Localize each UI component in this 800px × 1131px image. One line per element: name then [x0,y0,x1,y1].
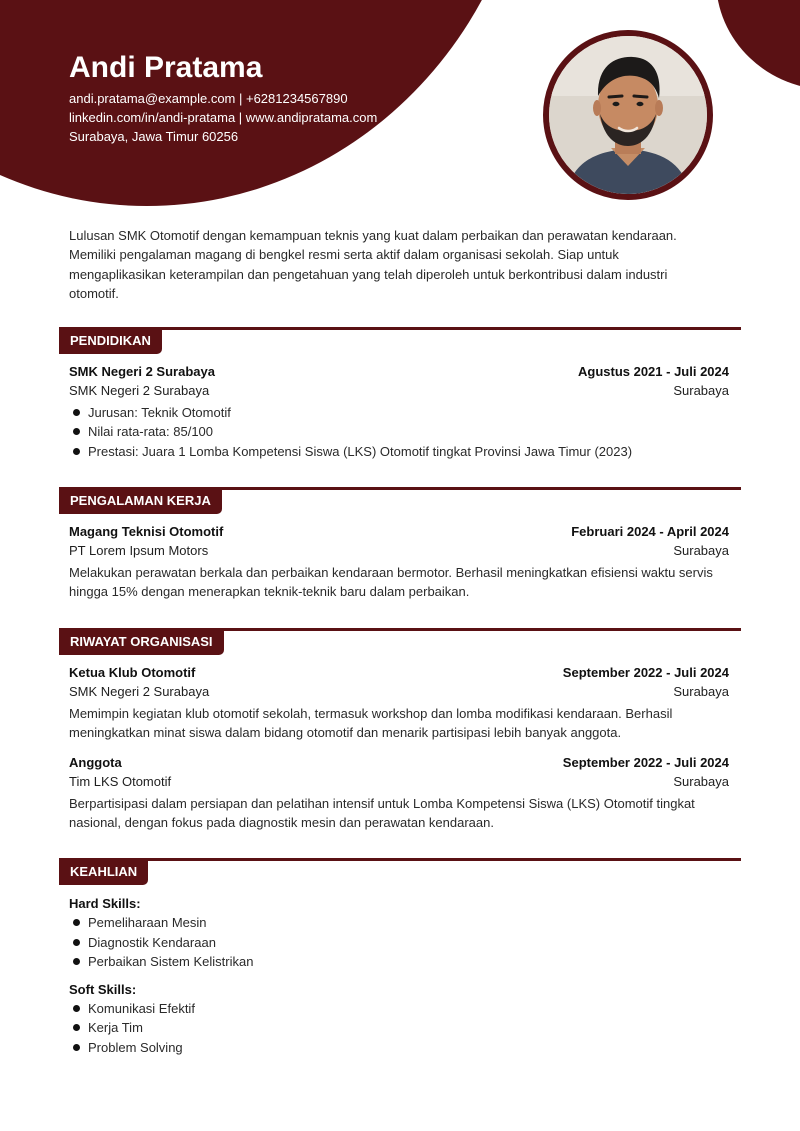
organization-name: Tim LKS Otomotif [69,774,172,790]
organization-role: Anggota [69,755,122,770]
education-details-list [69,403,729,461]
section-title-experience: PENGALAMAN KERJA [59,487,222,514]
contact-email-phone: andi.pratama@example.com | +6281234567890 [69,91,348,106]
experience-entry [69,522,729,602]
organization-entry [69,753,729,833]
list-item: Prestasi: Juara 1 Lomba Kompetensi Siswa (LKS) Otomotif tingkat Provinsi Jawa Timur (2023) [69,442,729,461]
list-item: Problem Solving [69,1038,729,1057]
hard-skills-title: Hard Skills: [69,896,141,911]
list-item: Kerja Tim [69,1018,729,1037]
organization-description: Berpartisipasi dalam persiapan dan pelatihan intensif untuk Lomba Kompetensi Siswa (LKS) Otomotif tingkat nasional, dengan fokus pada diagnostik mesin dan perawatan kendaraan. [69,795,695,831]
skills-block [69,894,729,1057]
list-item: Pemeliharaan Mesin [69,913,729,932]
profile-photo [543,30,713,200]
experience-description: Melakukan perawatan berkala dan perbaikan kendaraan bermotor. Berhasil meningkatkan efisiensi waktu servis hingga 15% dengan menerapkan teknik-teknik baru dalam perbaikan. [69,564,713,600]
list-item: Diagnostik Kendaraan [69,933,729,952]
contact-linkedin-website: linkedin.com/in/andi-pratama | www.andipratama.com [69,110,378,125]
soft-skills-title: Soft Skills: [69,981,137,997]
education-location: Surabaya [673,383,729,399]
organization-name: SMK Negeri 2 Surabaya [69,684,210,700]
education-subtitle: SMK Negeri 2 Surabaya [69,383,210,399]
list-item: Komunikasi Efektif [69,999,729,1018]
list-item: Jurusan: Teknik Otomotif [69,403,729,422]
header-contact-block [69,50,377,146]
experience-period: Februari 2024 - April 2024 [571,524,729,539]
candidate-name: Andi Pratama [69,51,263,84]
section-divider [59,858,741,861]
list-item: Perbaikan Sistem Kelistrikan [69,952,729,971]
organization-period: September 2022 - Juli 2024 [562,665,729,680]
list-item: Nilai rata-rata: 85/100 [69,422,729,441]
soft-skills-list [69,999,729,1057]
hard-skills-list [69,913,729,971]
organization-description: Memimpin kegiatan klub otomotif sekolah, termasuk workshop dan lomba modifikasi kendaraan. Berhasil meningkatkan minat siswa dalam bidang otomotif dan menarik partisipasi lebih banyak anggota. [69,705,673,741]
profile-summary: Lulusan SMK Otomotif dengan kemampuan teknis yang kuat dalam perbaikan dan perawatan kendaraan. Memiliki pengalaman magang di bengkel resmi serta aktif dalam organisasi sekolah. Siap untuk mengaplikasikan keterampilan dan pengetahuan yang telah diperoleh untuk berkontribusi dalam industri otomotif. [69,228,677,302]
education-period: Agustus 2021 - Juli 2024 [577,364,729,379]
experience-role: Magang Teknisi Otomotif [69,524,224,539]
organization-location: Surabaya [673,684,729,700]
portrait-illustration-icon [549,36,707,194]
section-title-education: PENDIDIKAN [59,327,162,354]
education-school: SMK Negeri 2 Surabaya [69,364,215,379]
experience-location: Surabaya [673,543,729,559]
education-entry [69,362,729,461]
section-title-organization: RIWAYAT ORGANISASI [59,628,224,655]
corner-decoration-shape [716,0,800,90]
organization-entry [69,663,729,743]
section-title-skills: KEAHLIAN [59,858,148,885]
organization-location: Surabaya [673,774,729,790]
organization-role: Ketua Klub Otomotif [69,665,196,680]
organization-period: September 2022 - Juli 2024 [562,755,729,770]
contact-address: Surabaya, Jawa Timur 60256 [69,129,239,144]
experience-company: PT Lorem Ipsum Motors [69,543,209,559]
